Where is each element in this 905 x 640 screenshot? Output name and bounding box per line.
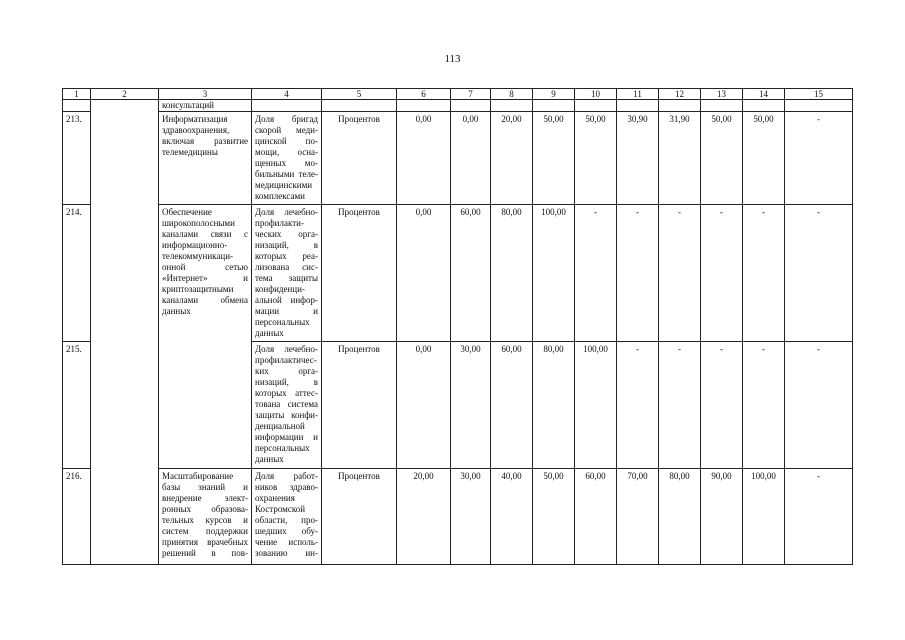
column-number-6: 6 bbox=[397, 89, 451, 100]
column-number-row bbox=[63, 89, 853, 100]
event-description: Масштабирование базы знаний и внедрение элект- ронных образова- тельных курсов и систем поддержки принятия врачебных решений в пов- bbox=[159, 469, 252, 565]
value-cell: - bbox=[659, 205, 701, 342]
unit-cell: Процентов bbox=[322, 469, 397, 565]
value-cell: 30,00 bbox=[451, 342, 491, 469]
value-cell: 20,00 bbox=[397, 469, 451, 565]
value-cell: 0,00 bbox=[397, 112, 451, 205]
value-cell: 20,00 bbox=[491, 112, 533, 205]
indicator-description: Доля лечебно- профилактичес- ких орга- низаций, в которых аттес- тована система защиты конфи- денциальной информации и персональных данных bbox=[252, 342, 322, 469]
value-cell: 100,00 bbox=[533, 205, 575, 342]
value-cell: - bbox=[701, 205, 743, 342]
table-row bbox=[63, 205, 853, 342]
value-cell: 80,00 bbox=[491, 205, 533, 342]
table-row bbox=[63, 112, 853, 205]
value-cell: 60,00 bbox=[491, 342, 533, 469]
value-cell: - bbox=[785, 469, 853, 565]
value-cell: 0,00 bbox=[397, 342, 451, 469]
column-number-7: 7 bbox=[451, 89, 491, 100]
table-row bbox=[63, 469, 853, 565]
value-cell: - bbox=[617, 205, 659, 342]
column-number-9: 9 bbox=[533, 89, 575, 100]
column-number-11: 11 bbox=[617, 89, 659, 100]
value-cell: - bbox=[659, 342, 701, 469]
value-cell: 80,00 bbox=[659, 469, 701, 565]
unit-cell: Процентов bbox=[322, 112, 397, 205]
value-cell: - bbox=[785, 112, 853, 205]
value-cell: 50,00 bbox=[575, 112, 617, 205]
value-cell: 50,00 bbox=[533, 469, 575, 565]
value-cell: 0,00 bbox=[451, 112, 491, 205]
value-cell: 80,00 bbox=[533, 342, 575, 469]
value-cell: 50,00 bbox=[743, 112, 785, 205]
column-number-15: 15 bbox=[785, 89, 853, 100]
column-number-8: 8 bbox=[491, 89, 533, 100]
value-cell: 60,00 bbox=[575, 469, 617, 565]
column-number-10: 10 bbox=[575, 89, 617, 100]
value-cell: - bbox=[575, 205, 617, 342]
column-number-3: 3 bbox=[159, 89, 252, 100]
column-number-4: 4 bbox=[252, 89, 322, 100]
row-number: 216. bbox=[63, 469, 91, 565]
indicators-table bbox=[62, 88, 853, 565]
column-2-merged-cell bbox=[91, 100, 159, 565]
indicator-description: Доля бригад скорой меди- цинской по- мощи, осна- щенных мо- бильными теле- медицинскими комплексами bbox=[252, 112, 322, 205]
value-cell: - bbox=[785, 342, 853, 469]
indicator-description: Доля работ- ников здраво- охранения Костромской области, про- шедших обу- чение исполь- зованию ин- bbox=[252, 469, 322, 565]
row-number: 215. bbox=[63, 342, 91, 469]
value-cell: 30,90 bbox=[617, 112, 659, 205]
value-cell: 0,00 bbox=[397, 205, 451, 342]
row-number: 213. bbox=[63, 112, 91, 205]
unit-cell: Процентов bbox=[322, 342, 397, 469]
value-cell: 70,00 bbox=[617, 469, 659, 565]
column-number-5: 5 bbox=[322, 89, 397, 100]
value-cell: 30,00 bbox=[451, 469, 491, 565]
value-cell: 90,00 bbox=[701, 469, 743, 565]
column-number-12: 12 bbox=[659, 89, 701, 100]
value-cell: 50,00 bbox=[533, 112, 575, 205]
value-cell: - bbox=[785, 205, 853, 342]
value-cell: 40,00 bbox=[491, 469, 533, 565]
value-cell: 31,90 bbox=[659, 112, 701, 205]
value-cell: - bbox=[743, 205, 785, 342]
event-description: Информатизация здравоохранения, включая развитие телемедицины bbox=[159, 112, 252, 205]
value-cell: - bbox=[701, 342, 743, 469]
unit-cell: Процентов bbox=[322, 205, 397, 342]
row-number: 214. bbox=[63, 205, 91, 342]
page-number: 113 bbox=[444, 53, 461, 65]
value-cell: 100,00 bbox=[743, 469, 785, 565]
value-cell: - bbox=[743, 342, 785, 469]
value-cell: 50,00 bbox=[701, 112, 743, 205]
column-number-14: 14 bbox=[743, 89, 785, 100]
value-cell: 100,00 bbox=[575, 342, 617, 469]
indicator-description: Доля лечебно- профилакти- ческих орга- низаций, в которых реа- лизована сис- тема защиты конфиденци- альной инфор- мации и персональных данных bbox=[252, 205, 322, 342]
column-number-13: 13 bbox=[701, 89, 743, 100]
event-description: Обеспечение широкополосными каналами связи с информационно- телекоммуникаци- онной сетью «Интернет» и криптозащитными каналами обмена данных bbox=[159, 205, 252, 469]
column-number-2: 2 bbox=[91, 89, 159, 100]
continuation-text: консультаций bbox=[159, 100, 252, 112]
value-cell: - bbox=[617, 342, 659, 469]
column-number-1: 1 bbox=[63, 89, 91, 100]
value-cell: 60,00 bbox=[451, 205, 491, 342]
continuation-row bbox=[63, 100, 853, 112]
